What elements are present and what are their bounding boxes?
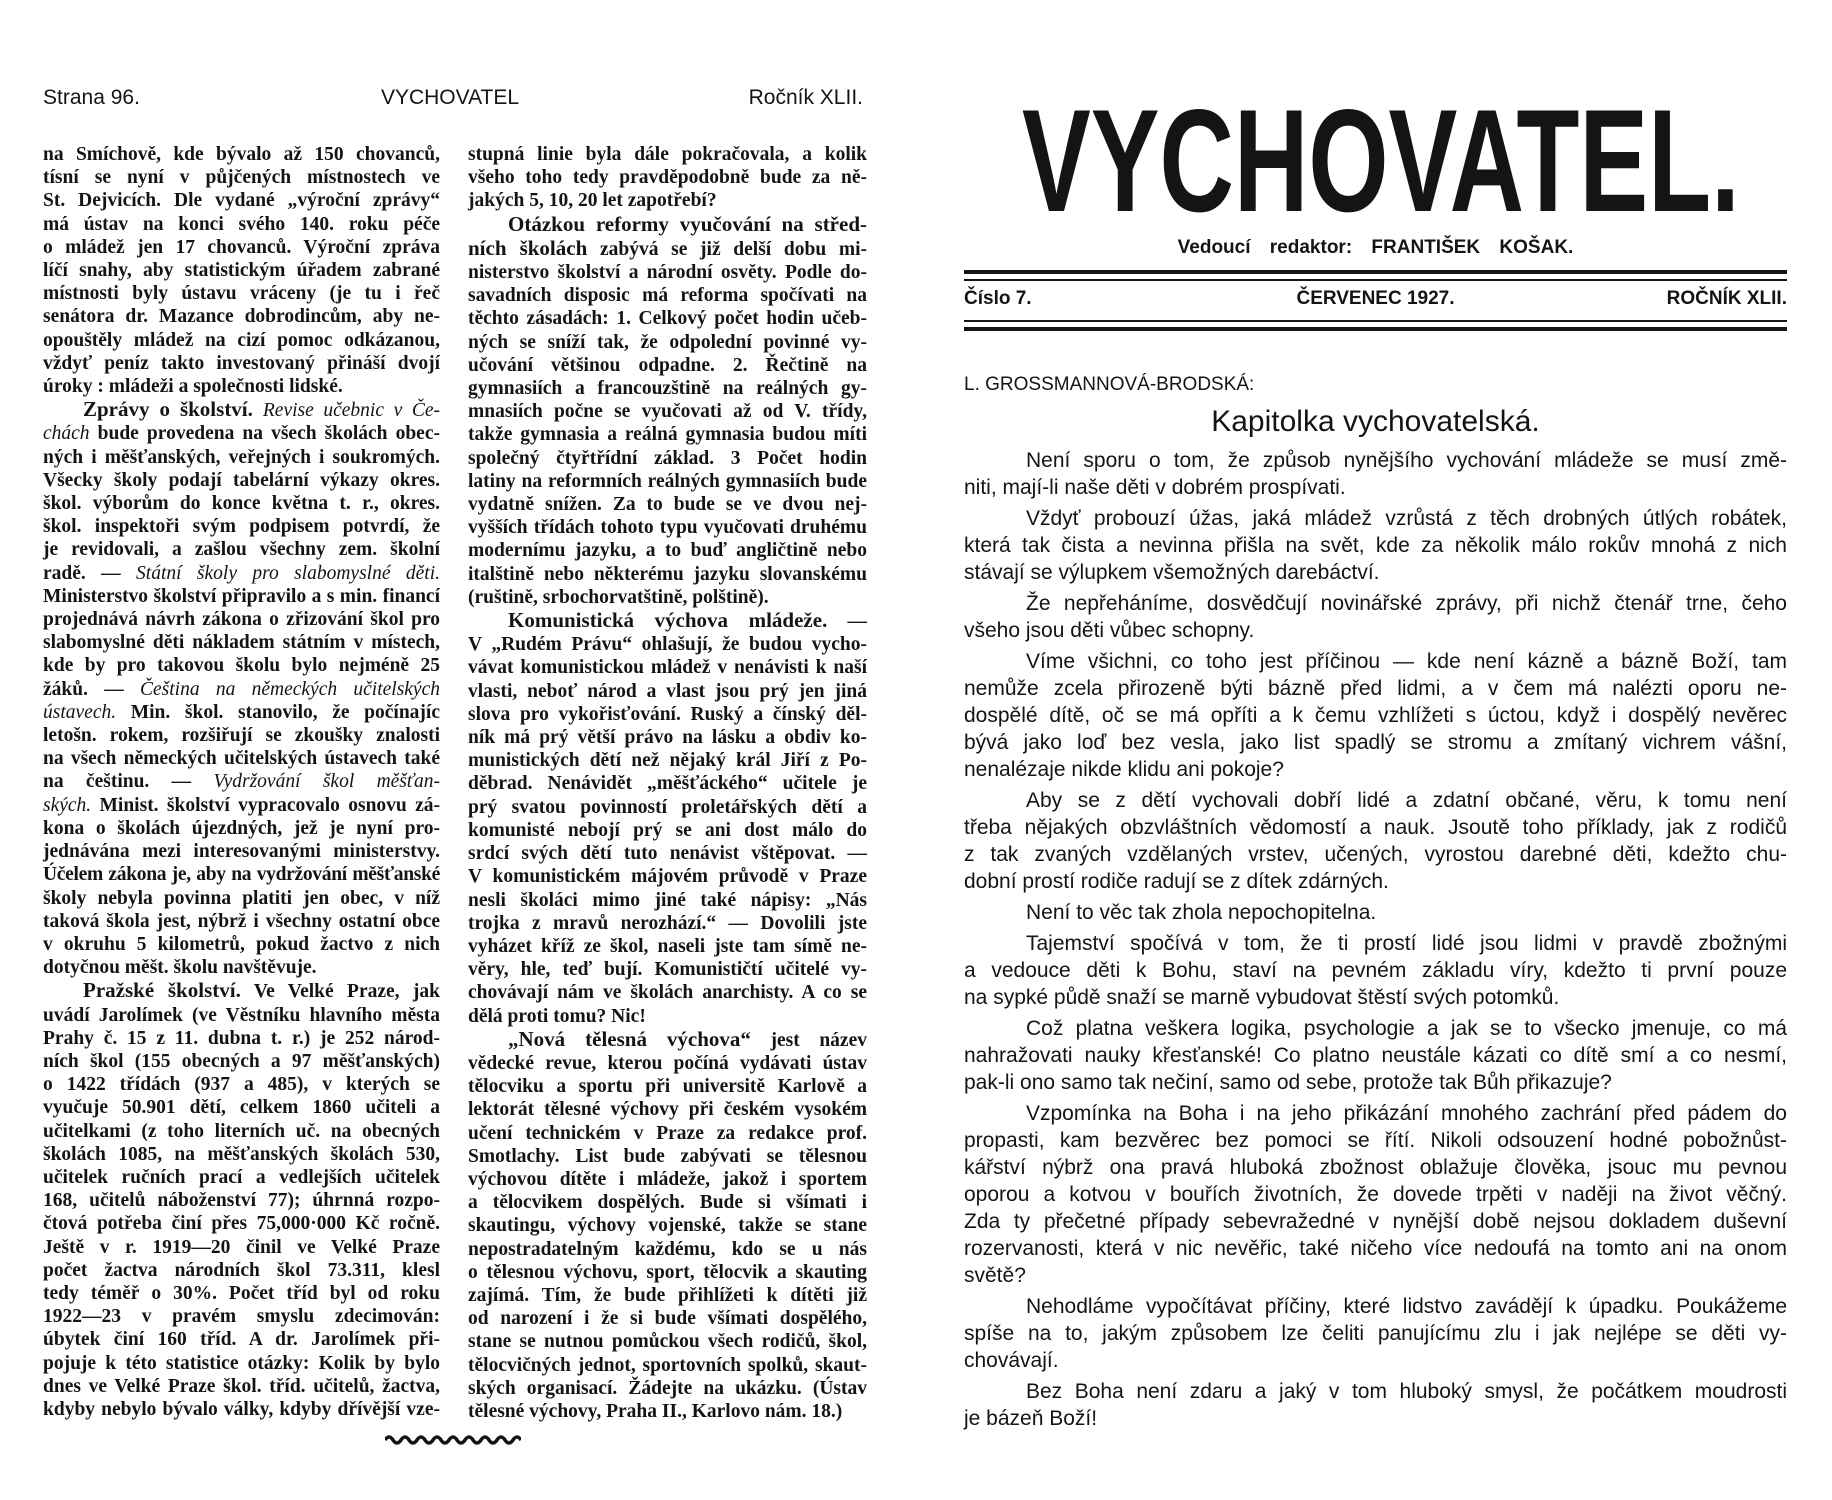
text-line: pak-li ono samo tak nečiní, samo od sebe, protože tak Bůh přikazuje? [964,1071,1612,1094]
text-line: škol. inspektoři svým podpisem potvrdí, že [43,516,440,538]
text-line: komunisté nebojí prý se ani dost málo do [468,819,867,841]
text-line [43,678,440,701]
paragraph [468,143,867,213]
text-line: propasti, kam bezvěrec bez pomoci se řítí. Nikoli odsouzení hodné pobožnůst- [964,1129,1787,1152]
text-line: která tak čista a nevinna přišla na svět, kde za několik málo rokův mnohá z nich [964,534,1787,557]
paragraph [964,1378,1787,1432]
text-line: na všech německých učitelských ústavech také [43,748,440,770]
text-run: Ve Velké Praze, jak [240,981,441,1003]
paragraph [964,1100,1787,1289]
italic-subheading: Revise učebnic v Če- [262,400,440,422]
text-line: prý svatou povinností proletářských dětí a [468,796,867,818]
text-line: úroky : mládeži a společnosti lidské. [43,376,343,398]
text-line: společný čtyřtřídní základ. 3 Počet hodin [468,447,867,469]
paragraph [964,505,1787,586]
text-line: na sypké půdě snaží se marně vybudovat štěstí svých potomků. [964,986,1560,1009]
text-line: taková škola jest, nýbrž i všechny ostatní obce [43,910,440,932]
text-line: dobní prostí rodiče radují se z dítek zdárných. [964,870,1389,893]
text-line: Ještě v r. 1919—20 činil ve Velké Praze [43,1236,440,1258]
text-run: žáků. — [43,678,140,700]
text-line: takže gymnasia a reálná gymnasia budou míti [468,424,867,446]
text-line [468,237,867,261]
text-line: má ústav na konci svého 140. roku péče [43,213,440,235]
text-line: o mládež jen 17 chovanců. Výroční zpráva [43,236,440,258]
text-line: uvádí Jarolímek (ve Věstníku hlavního města [43,1004,440,1026]
text-line: jakých 5, 10, 20 let zapotřebí? [468,190,717,212]
text-line: 1922—23 v pravém smyslu zdecimován: [43,1306,440,1328]
text-line: líčí snahy, aby statistickým úřadem zabrané [43,260,440,282]
running-head-volume: Ročník XLII. [748,86,863,109]
text-line: gymnasiích a francouzštině na reálných gy- [468,378,867,400]
text-line: nisterstvo školství a národní osvěty. Podle do- [468,262,867,284]
text-line: stane se nutnou pomůckou všech rodičů, škol, [468,1331,867,1353]
text-line: učení technickém v Praze za redakce prof. [468,1122,867,1144]
rule-divider [964,279,1787,281]
text-line: tedy téměř o 30%. Počet tříd byl od roku [43,1282,440,1304]
article-title: Kapitolka vychovatelská. [1211,405,1540,438]
paragraph [43,979,440,1421]
text-line: těchto zásadách: 1. Celkový počet hodin učeb- [468,308,867,330]
italic-subheading: Státní školy pro slabomyslné děti. [136,562,440,584]
paragraph [964,1015,1787,1096]
text-line: a tělocvikem dospělých. Bude si všímati i [468,1192,867,1214]
article-author: L. GROSSMANNOVÁ-BRODSKÁ: [964,374,1255,395]
text-line: V komunistickém májovém průvodě v Praze [468,866,867,888]
text-line: savadních disposic má reforma spočívati na [468,285,867,307]
text-line: Vždyť probouzí úžas, jaká mládež vzrůstá z těch drobných útlých robátek, [1026,507,1787,530]
text-line: nemůže zcela přirozeně býti bázně před lidmi, a v čem má nalézti oporu ne- [964,677,1787,700]
text-line: učování většinou odpadne. 2. Řečtině na [468,354,867,376]
text-line: spíše na to, jakým způsobem lze čeliti panujícímu zlu i jak nejlépe se děti vy- [964,1322,1787,1345]
text-line: dnes ve Velké Praze škol. tříd. učitelů, žactva, [43,1375,440,1397]
text-line: jednávána mezi interesovanými ministerstvy. [43,841,440,863]
text-line: z tak zvaných vzdělaných vrstev, učených, vyrostou darebné děti, kdežto chu- [964,843,1787,866]
text-line [468,213,867,237]
text-line: ných i měšťanských, veřejných i soukromých. [43,446,440,468]
text-line: Prahy č. 15 z 11. dubna t. r.) je 252 národ- [43,1027,440,1049]
text-line: Vzpomínka na Boha i na jeho přikázání mnohého zachrání před pádem do [1026,1102,1787,1125]
text-line: italštině nebo některému jazyku slovanskému [468,563,867,585]
text-run: bude provedena na všech školách obec- [89,423,440,445]
paragraph [468,213,867,609]
running-head-title: VYCHOVATEL [380,86,520,109]
text-line: nepostradatelným každému, kdo se u nás [468,1238,867,1260]
text-line: o 1422 třídách (937 a 485), v kterých se [43,1074,440,1096]
paragraph [964,590,1787,644]
italic-subheading: ústavech. [43,701,117,723]
text-line: nesli školáci mimo jiné také nápisy: „Nás [468,889,867,911]
text-line: Ministerstvo školství připravilo a s min. financí [43,585,440,607]
text-line: V „Rudém Právu“ ohlašují, že budou vycho- [468,634,867,656]
text-line: stávají se výlupkem všemožných darebáctví. [964,561,1380,584]
text-line: dotyčnou měšt. školu navštěvuje. [43,957,317,979]
text-line: úbytek činí 160 tříd. A dr. Jarolímek při- [43,1329,440,1351]
text-line: o tělesnou výchovu, sport, tělocvik a skauting [468,1261,867,1283]
text-line: 168, učitelů náboženství 77); úhrnná rozpo- [43,1190,440,1212]
text-line [468,609,867,633]
text-line: letošn. rokem, rozšiřují se zkoušky znalosti [43,725,440,747]
paragraph [964,648,1787,783]
bold-heading: „Nová tělesná výchova“ [508,1026,751,1051]
text-line: latiny na reformních reálných gymnasiích bude [468,470,867,492]
text-line: čtová potřeba činí přes 75,000·000 Kč ročně. [43,1213,440,1235]
text-line [43,979,440,1003]
text-line: lektorát tělesné výchovy při českém vysokém [468,1099,867,1121]
text-line: senátora dr. Mazance dobrodincům, aby ne- [43,306,440,328]
text-line: mnasiích počne se vyučovati až od V. třídy, [468,401,867,423]
text-run: zabývá se již delší dobu mi- [587,238,867,260]
text-run: Min. škol. stanovilo, že počínajíc [116,701,440,723]
text-line: skautingu, výchovy vojenské, takže se stane [468,1215,867,1237]
rule-divider [964,270,1787,274]
text-line: vědecké revue, kterou počíná vydávati ústav [468,1052,867,1074]
text-line: Tajemství spočívá v tom, že ti prostí lidé jsou lidmi v pravdě zbožnými [1026,932,1787,955]
text-line: světě? [964,1264,1026,1287]
text-line: je bázeň Boží! [964,1407,1098,1430]
text-line: kdyby nebylo bývalo války, kdyby dřívější vze- [43,1398,440,1420]
text-line: ných se sníží tak, že odpolední povinné vy- [468,331,867,353]
text-line: stupná linie byla dále pokračovala, a kolik [468,144,867,165]
text-line: vždyť peníz takto investovaný přináší dvojí [43,352,440,374]
text-line: (ruštině, srbochorvatštině, polštině). [468,586,769,608]
text-line: věry, hle, teď bují. Komunističtí učitelé vy- [468,959,867,981]
text-run: jest název [750,1029,867,1051]
paragraph [468,609,867,1028]
text-line: chovávají nám ve školách anarchisty. A co se [468,982,867,1004]
text-line: Bez Boha není zdaru a jaký v tom hluboký smysl, že počátkem moudrosti [1026,1380,1787,1403]
text-line: Všecky školy podají tabelární výkazy okres. [43,469,440,491]
text-line: Smotlachy. List bude zabývati se tělesnou [468,1145,867,1167]
text-line: ník má prý větší právo na lásku a obdiv ko- [468,727,867,749]
paragraph [43,143,440,398]
text-line: vyšších třídách tohoto typu vyučovati druhému [468,517,867,539]
italic-subheading: Čeština na německých učitelských [140,678,440,700]
page-number: Strana 96. [43,86,140,109]
issue-volume: ROČNÍK XLII. [1666,288,1787,309]
text-line: kde by pro takovou školu bylo nejméně 25 [43,655,440,677]
text-line: Není sporu o tom, že způsob nynějšího vychování mládeže se musí změ- [1026,449,1787,472]
text-line: od narození i že si bude všímati dospělého, [468,1308,867,1330]
text-line [43,562,440,585]
text-line: v okruhu 5 kilometrů, pokud žactvo z nich [43,933,440,955]
paragraph [468,1028,867,1423]
text-line: Účelem zákona je, aby na vydržování měšťanské [43,864,440,886]
text-line: chovávají. [964,1349,1059,1372]
wavy-ornament-icon [385,1434,521,1446]
text-line: nenalézaje nikde klidu ani pokoje? [964,758,1284,781]
bold-heading: Komunistická výchova mládeže. [508,608,828,633]
text-line: učitelkami (z toho literních uč. na obecných [43,1120,440,1142]
text-run: — [827,611,867,633]
bold-heading: Pražské školství. [83,978,241,1003]
text-line: nahražovati nauky křesťanské! Co platno neustále kázati co dítě smí a co nesmí, [964,1044,1787,1067]
masthead [1022,79,1740,242]
text-line: tělesné výchovy, Praha II., Karlovo nám. 18.) [468,1400,843,1422]
text-line: je revidovali, a zašlou všechny zem. školní [43,539,440,561]
text-line: tělocvičných jednot, sportovních spolků, skaut- [468,1354,867,1376]
text-line: školy nebyla povinna platiti jen obec, v níž [43,887,440,909]
text-line: zajímá. Tím, že bude přihlížeti k dítěti již [468,1284,867,1306]
text-line: slabomyslné děti nákladem státním v místech, [43,632,440,654]
text-line: munistických dětí než nějaký král Jiří z Po- [468,750,867,772]
text-column-1 [43,143,440,1421]
text-line: ních škol (155 obecných a 97 měšťanských) [43,1050,440,1072]
text-run: radě. — [43,562,137,584]
text-line: vávat komunistickou mládež v nenávisti k naší [468,657,867,679]
issue-number: Číslo 7. [964,288,1032,309]
italic-subheading: chách [43,423,90,445]
paragraph [964,899,1787,926]
text-line [43,794,440,817]
text-line: modernímu jazyku, a to buď angličtině nebo [468,540,867,562]
text-line: děbrad. Nenávidět „měšťáckého“ učitele je [468,773,867,795]
text-line: kářství nýbrž ona pravá hluboká zbožnost oblažuje člověka, jsouc mu pevnou [964,1156,1787,1179]
rule-divider [964,327,1787,331]
text-line: tísní se nyní v půjčených místnostech ve [43,167,440,189]
text-line: Aby se z dětí vychovali dobří lidé a zdatní občané, věru, k tomu není [1026,789,1787,812]
text-run: na češtinu. — [43,771,214,793]
text-line: a vedouce děti k Bohu, staví na pevném základu víry, kdežto ti první pouze [964,959,1787,982]
issue-date: ČERVENEC 1927. [1296,288,1455,309]
text-line: Víme všichni, co toho jest příčinou — kde není kázně a bázně Boží, tam [1026,650,1787,673]
bold-heading: ních školách [468,235,588,260]
text-line: trojka z mravů nerozhází.“ — Dovolili jste [468,912,867,934]
text-line: tělocviku a sportu při universitě Karlově a [468,1076,867,1098]
text-line: všeho jsou děti vůbec schopny. [964,619,1255,642]
text-line [43,770,440,793]
text-line: Není to věc tak zhola nepochopitelna. [1026,901,1377,924]
text-line: vyházet kříž ze škol, naseli jste tam símě ne- [468,935,867,957]
text-line: St. Dejvicích. Dle vydané „výroční zprávy“ [43,190,440,212]
text-line [43,398,440,422]
paragraph [964,930,1787,1011]
text-line: Zda ty přečetné případy sebevražedné v nynější době nejsou dokladem duševní [964,1210,1787,1233]
text-line: vydatně snížen. Za to bude se ve dvou nej- [468,494,867,516]
text-line: počet žactva národních škol 73.311, klesl [43,1259,440,1281]
text-line: oporou a kotvou v bouřích životních, že dovede trpěti v naději na život věčný. [964,1183,1787,1206]
text-run: Minist. školství vypracovalo osnovu zá- [91,794,440,816]
paragraph [964,787,1787,895]
text-line [43,422,440,445]
rule-divider [964,320,1787,322]
italic-subheading: ských. [43,794,92,816]
text-line: učitelek ručních prací a vedlejších učitelek [43,1166,440,1188]
text-line: projednává návrh zákona o zřizování škol pro [43,609,440,631]
text-line: vlasti, neboť národ a vlast jsou prý jen jiná [468,680,867,702]
text-line: na Smíchově, kde bývalo až 150 chovanců, [43,144,440,165]
text-line [468,1028,867,1052]
text-line: srdcí svých dětí tuto nenávist vštěpovat. — [468,843,867,865]
bold-heading: Zprávy o školství. [83,397,263,422]
editor-line: Vedoucí redaktor: FRANTIŠEK KOŠAK. [1177,237,1574,258]
text-line: pojuje k této statistice otázky: Kolik by bylo [43,1352,440,1374]
text-line: Že nepřeháníme, dosvědčují novinářské zprávy, při nichž čtenář trne, čeho [1026,592,1787,615]
italic-subheading: Vydržování škol měšťan- [213,771,440,793]
article-body [964,447,1787,1432]
paragraph [964,1293,1787,1374]
masthead-title: VYCHOVATEL. [1022,79,1740,242]
text-line: výchovou dítěte i mládeže, jakož i sportem [468,1168,867,1190]
text-line: ských organisací. Žádejte na ukázku. (Ústav [468,1377,867,1399]
text-line: třeba nějakých obzvláštních vědomostí a nauk. Jsoutě toho příklady, jak z rodičů [964,816,1787,839]
text-line: škol. výborům do konce května t. r., okres. [43,493,440,515]
text-line: rozervanosti, která v nic nevěřic, také ničeho více nedoufá na tomto ani na onom [964,1237,1787,1260]
text-column-2 [468,143,867,1423]
text-line: školách 1085, na měšťanských školách 530, [43,1143,440,1165]
text-line: vyučuje 50.901 dětí, celkem 1860 učiteli a [43,1097,440,1119]
text-line: opouštěly mládež na cizí pomoc odkázanou, [43,329,440,351]
bold-heading: Otázkou reformy vyučování na střed- [508,211,867,236]
text-line: niti, mají-li naše děti v dobrém prospívati. [964,476,1346,499]
text-line: místnosti byly ústavu vráceny (je tu i řeč [43,283,440,305]
text-line: všeho toho tedy pravděpodobně bude za ně- [468,167,867,189]
text-line: kona o školách újezdných, jež je nyní pro- [43,817,440,839]
text-line: slova pro vykořisťování. Ruský a čínský děl- [468,703,867,725]
text-line: bývá jako loď bez vesla, jako list spadlý se stromu a zmítaný vichrem vášní, [964,731,1787,754]
text-line: dělá proti tomu? Nic! [468,1005,646,1027]
text-line: Nehodláme vypočítávat příčiny, které lidstvo zavádějí k úpadku. Poukážeme [1026,1295,1787,1318]
paragraph [964,447,1787,501]
text-line: dospělé dítě, oč se má opříti a k čemu vzhlížeti s úctou, když i dospělý nevěrec [964,704,1787,727]
text-line [43,701,440,724]
text-line: Což platna veškera logika, psychologie a jak se to všecko jmenuje, co má [1026,1017,1787,1040]
paragraph [43,398,440,979]
